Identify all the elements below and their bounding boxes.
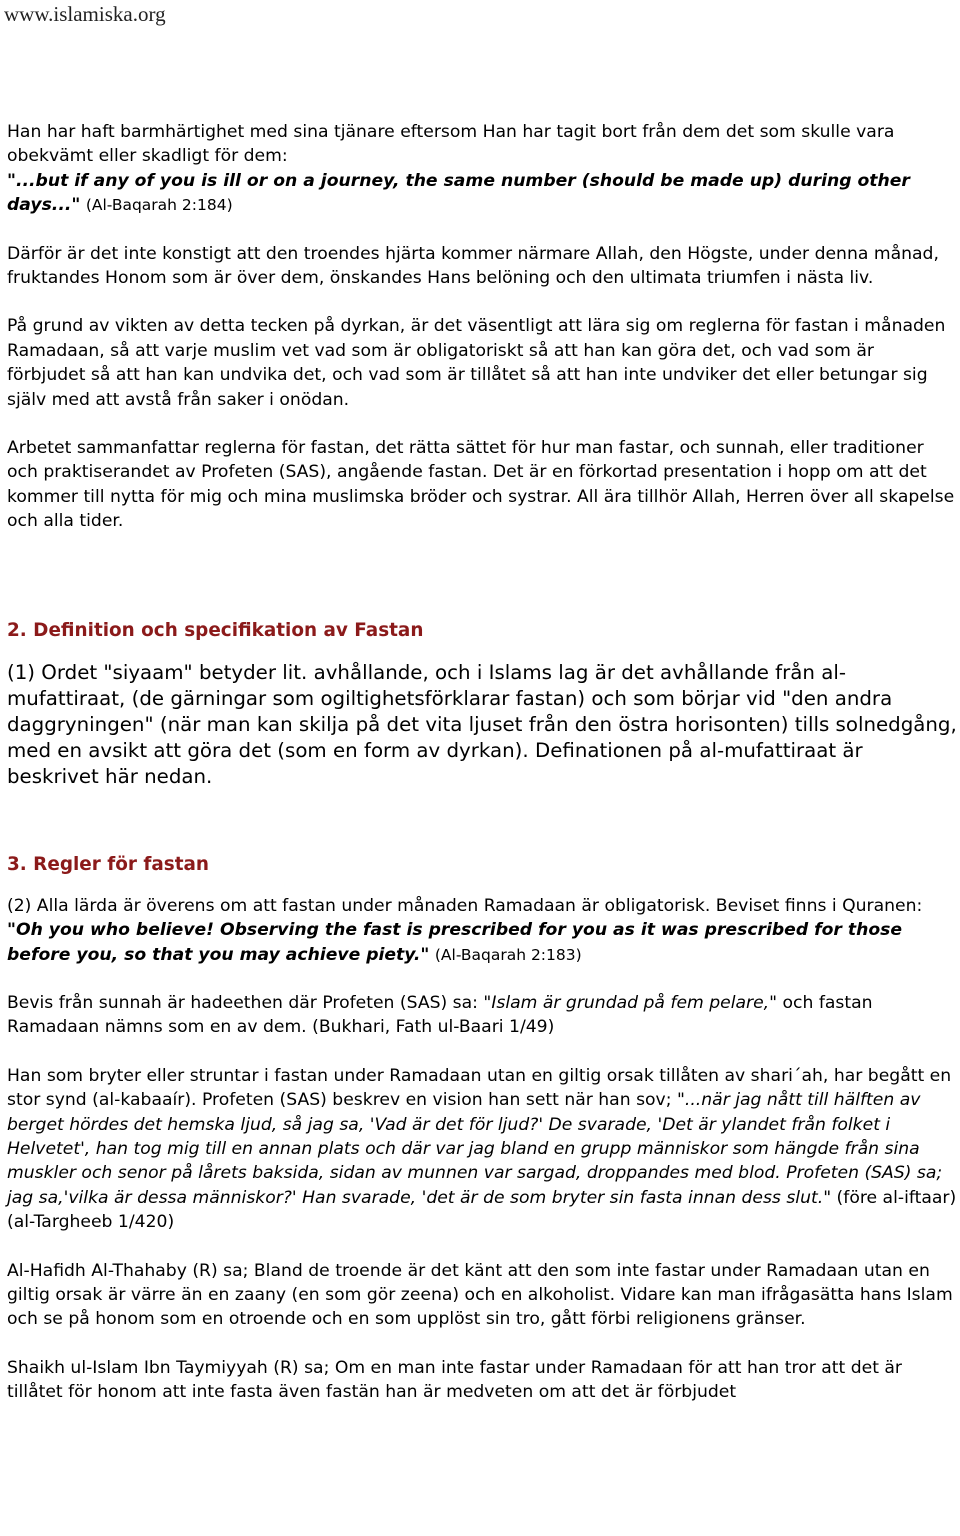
paragraph-heart: Därför är det inte konstigt att den troendes hjärta kommer närmare Allah, den Högste, under denna månad, fruktandes Honom som är över dem, önskandes Hans belöning och den ultimata triumfen i nästa liv. (7, 243, 939, 289)
paragraph-definition: (1) Ordet "siyaam" betyder lit. avhållande, och i Islams lag är det avhållande från al-mufattiraat, (de gärningar som ogiltighetsförklarar fastan) och som börjar vid "den andra daggryningen" (när man kan skilja på det vita ljuset från den östra horisonten) tills solnedgång, med en avsikt att göra det (som en form av dyrkan). Definationen på al-mufattiraat är beskrivet här nedan. (7, 660, 957, 788)
intro-paragraph (7, 120, 957, 218)
obligation-text: (2) Alla lärda är överens om att fastan under månaden Ramadaan är obligatorisk. Beviset finns i Quranen: (7, 895, 923, 916)
section-heading-definition: 2. Definition och specifikation av Fastan (7, 619, 424, 641)
paragraph-summary: Arbetet sammanfattar reglerna för fastan, det rätta sättet för hur man fastar, och sunnah, eller traditioner och praktiserandet av Profeten (SAS), angående fastan. Det är en förkortad presentation i hopp om att det kommer till nytta för mig och mina muslimska bröder och systrar. All ära tillhör Allah, Herren över all skapelse och alla tider. (7, 438, 955, 532)
breaking-text-a: Han som bryter eller struntar i fastan under Ramadaan utan en giltig orsak tillåten av shari´ah, har begått en stor synd (al-kabaaír). Profeten (SAS) beskrev en vision han sett när han sov; " (7, 1065, 952, 1111)
paragraph-breaking-fast (7, 1064, 957, 1235)
vision-quote: ...när jag nått till hälften av berget hördes det hemska ljud, så jag sa, 'Vad är det för ljud?' De svarade, 'Det är ylandet från folket i Helvetet', han tog mig till en annan plats och där var jag bland en grupp människor som hängde från sina muskler och senor på lårets baksida, sidan av munnen var sargad, droppandes med blod. Profeten (SAS) sa; jag sa,'vilka är dessa människor?' Han svarade, 'det är de som bryter sin fasta innan dess slut. (7, 1090, 943, 1208)
paragraph-thahaby: Al-Hafidh Al-Thahaby (R) sa; Bland de troende är det känt att den som inte fastar under Ramadaan utan en giltig orsak är värre än en zaany (en som gör zeena) och en alkoholist. Vidare kan man ifrågasätta hans Islam och se på honom som en otroende och en som upplöst sin tro, gått förbi religionens gränser. (7, 1260, 953, 1330)
paragraph-importance: På grund av vikten av detta tecken på dyrkan, är det väsentligt att lära sig om reglerna för fastan i månaden Ramadaan, så att varje muslim vet vad som är obligatoriskt så att han kan göra det, och vad som är förbjudet så att han kan undvika det, och vad som är tillåtet så att han inte undviker det eller betungar sig själv med att avstå från saker i onödan. (7, 316, 946, 410)
section-heading-rules: 3. Regler för fastan (7, 853, 209, 875)
paragraph-taymiyyah: Shaikh ul-Islam Ibn Taymiyyah (R) sa; Om en man inte fastar under Ramadaan för att han tror att det är tillåtet för honom att inte fasta även fastän han är medveten om att det är förbjudet (7, 1357, 902, 1403)
breaking-text-b: " (före al-iftaar) (al-Targheeb 1/420) (7, 1187, 957, 1233)
quran-quote-piety: "Oh you who believe! Observing the fast is prescribed for you as it was prescribed for those before you, so that you may achieve piety." (7, 920, 903, 965)
quote-reference-2: (Al-Baqarah 2:183) (434, 945, 582, 964)
intro-text: Han har haft barmhärtighet med sina tjänare eftersom Han har tagit bort från dem det som skulle vara obekvämt eller skadligt för dem: (7, 122, 895, 167)
paragraph-obligation (7, 894, 957, 967)
document-body (7, 120, 957, 1405)
sunnah-text-a: Bevis från sunnah är hadeethen där Profeten (SAS) sa: " (7, 992, 492, 1013)
quran-quote: "...but if any of you is ill or on a journey, the same number (should be made up) during other days..." (7, 170, 910, 216)
hadith-quote: Islam är grundad på fem pelare, (491, 992, 770, 1013)
site-url: www.islamiska.org (4, 2, 166, 26)
sunnah-text-b: " och fastan Ramadaan nämns som en av dem. (Bukhari, Fath ul-Baari 1/49) (7, 992, 873, 1038)
paragraph-sunnah-proof (7, 991, 957, 1040)
quote-reference: (Al-Baqarah 2:184) (85, 196, 233, 215)
